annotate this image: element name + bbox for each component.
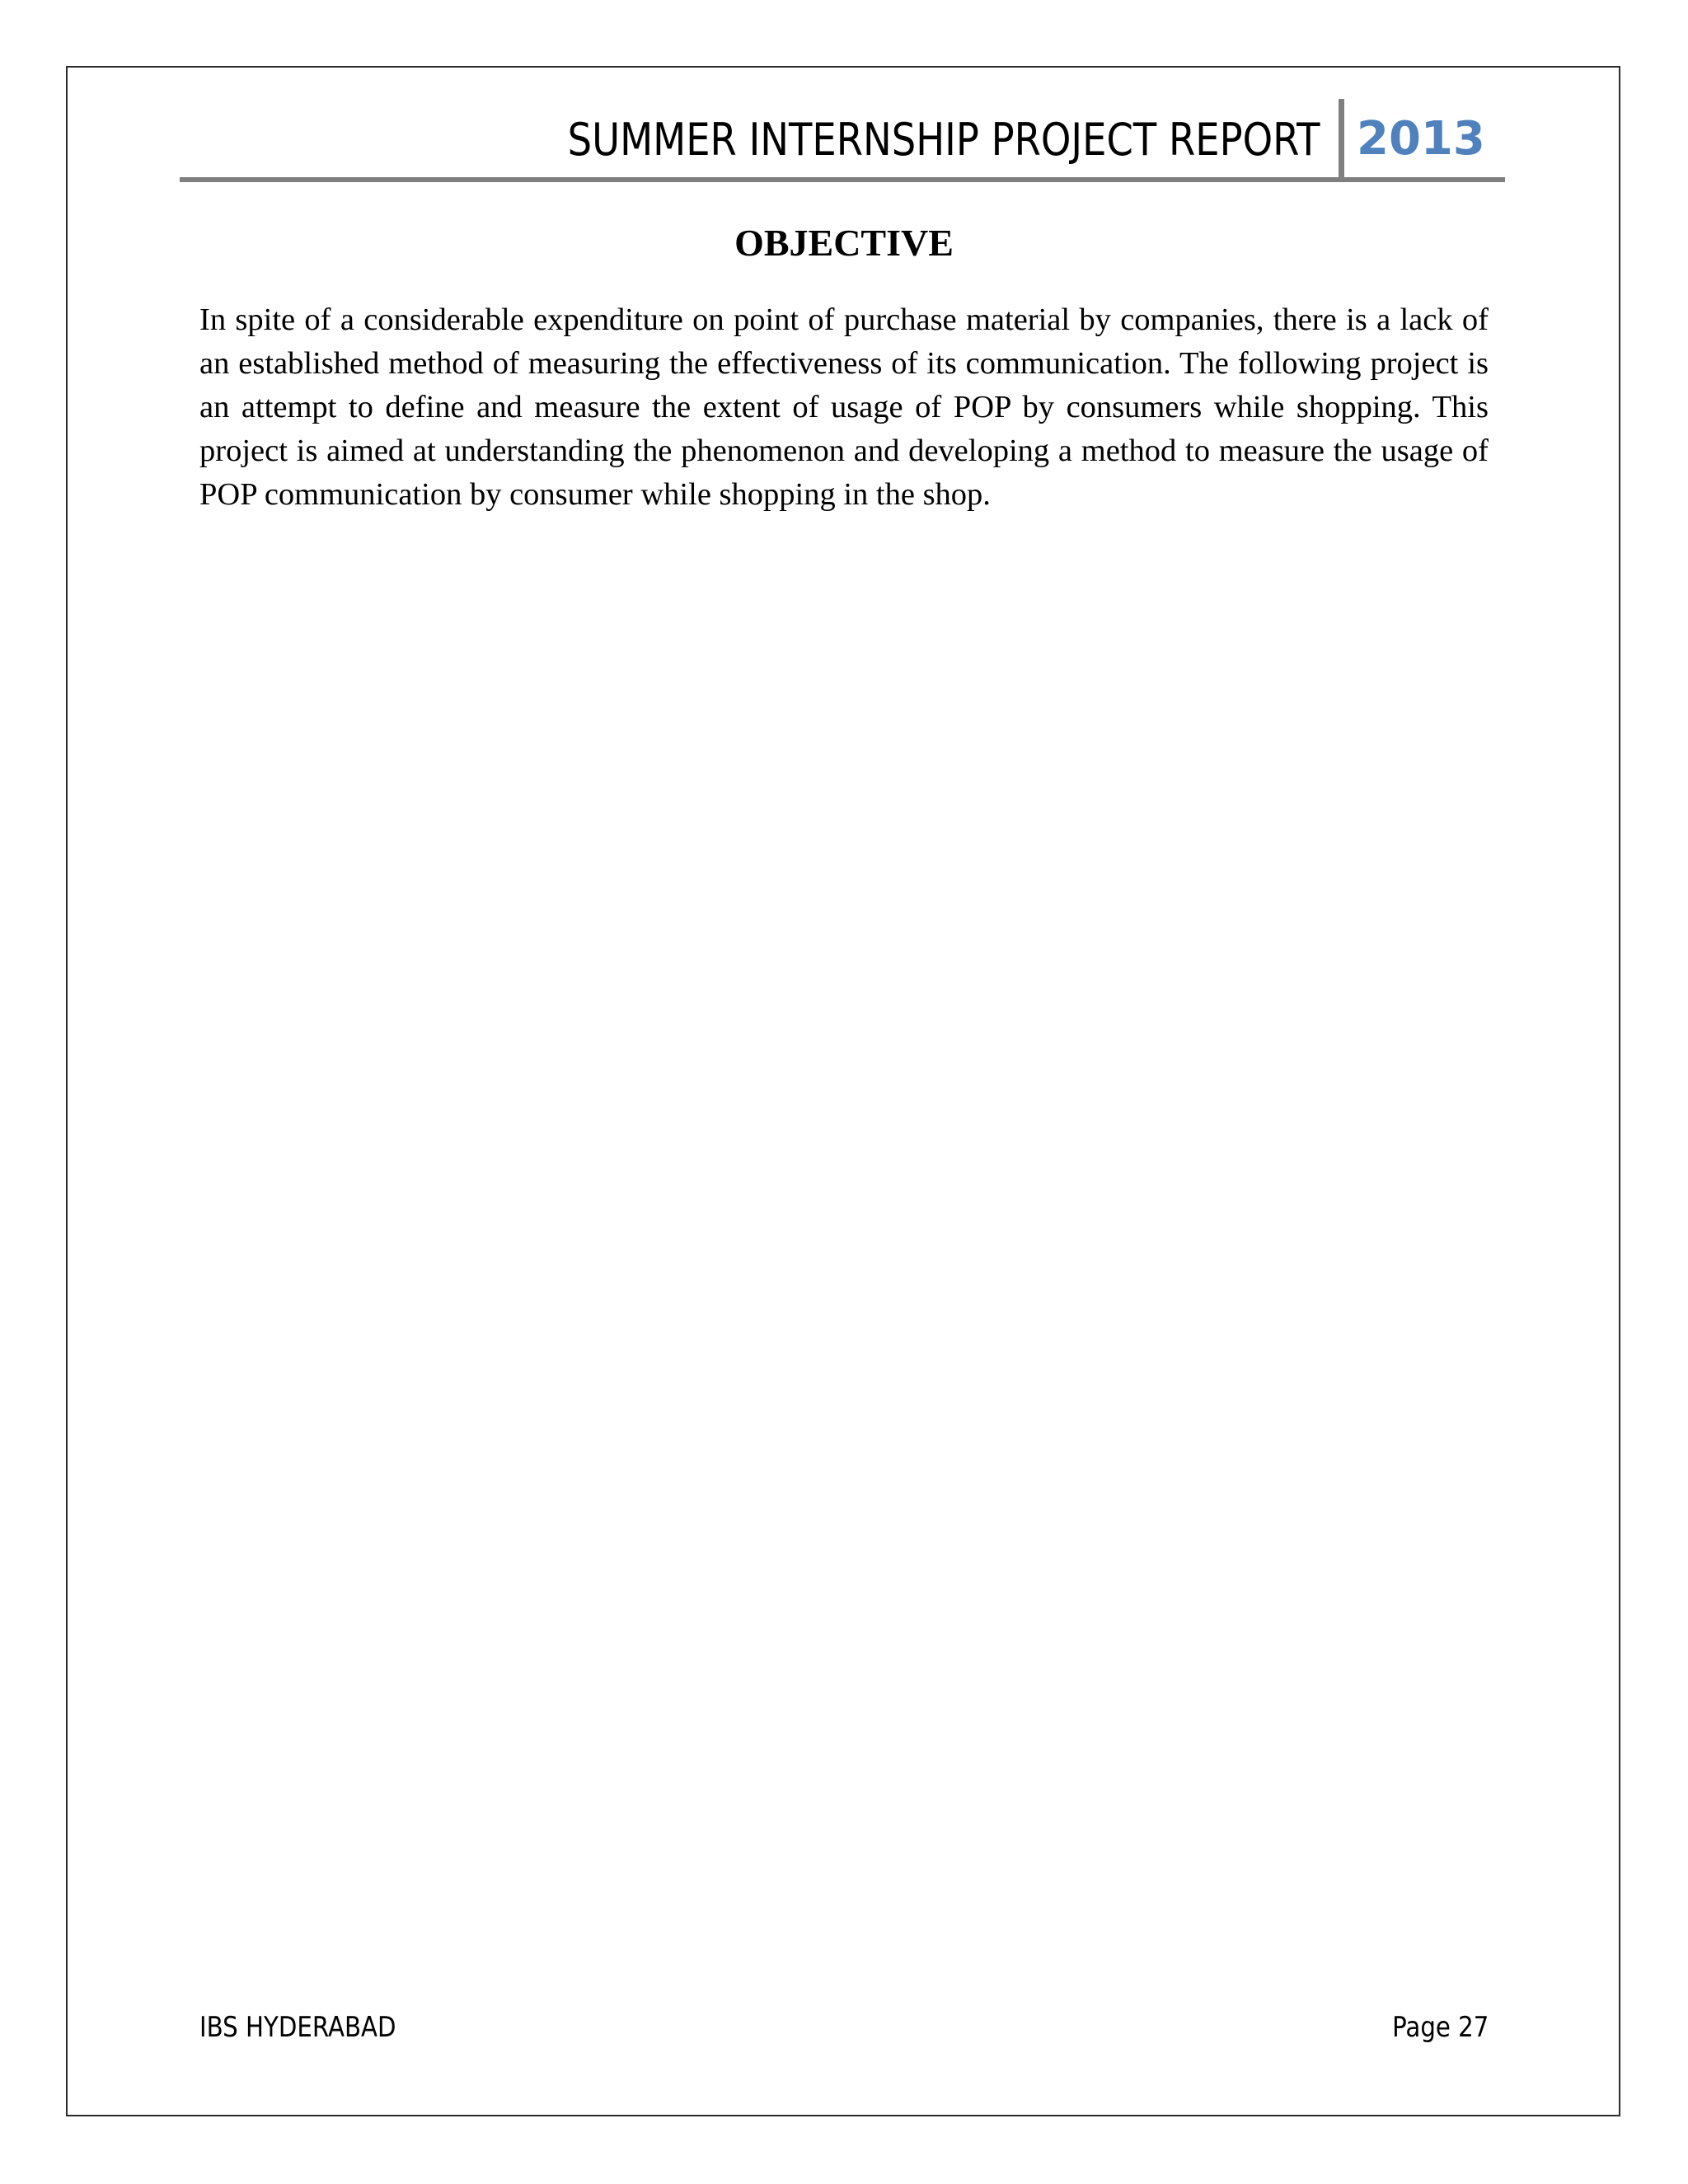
footer-institution: IBS HYDERABAD <box>199 2011 396 2044</box>
header-year: 2013 <box>1357 112 1485 166</box>
header-title: SUMMER INTERNSHIP PROJECT REPORT <box>567 114 1320 166</box>
section-title: OBJECTIVE <box>734 222 954 264</box>
page-header <box>180 99 1505 181</box>
footer-page-number: Page 27 <box>1391 2011 1489 2044</box>
header-rule <box>180 177 1505 182</box>
objective-paragraph: In spite of a considerable expenditure on point of purchase material by companies, there is a lack of an established method of measuring the effectiveness of its communication. The following project is an attempt to define and measure the extent of usage of POP by consumers while shopping. This project is aimed at understanding the phenomenon and developing a method to measure the usage of POP communication by consumer while shopping in the shop. <box>199 302 1489 512</box>
header-divider <box>1339 99 1344 180</box>
